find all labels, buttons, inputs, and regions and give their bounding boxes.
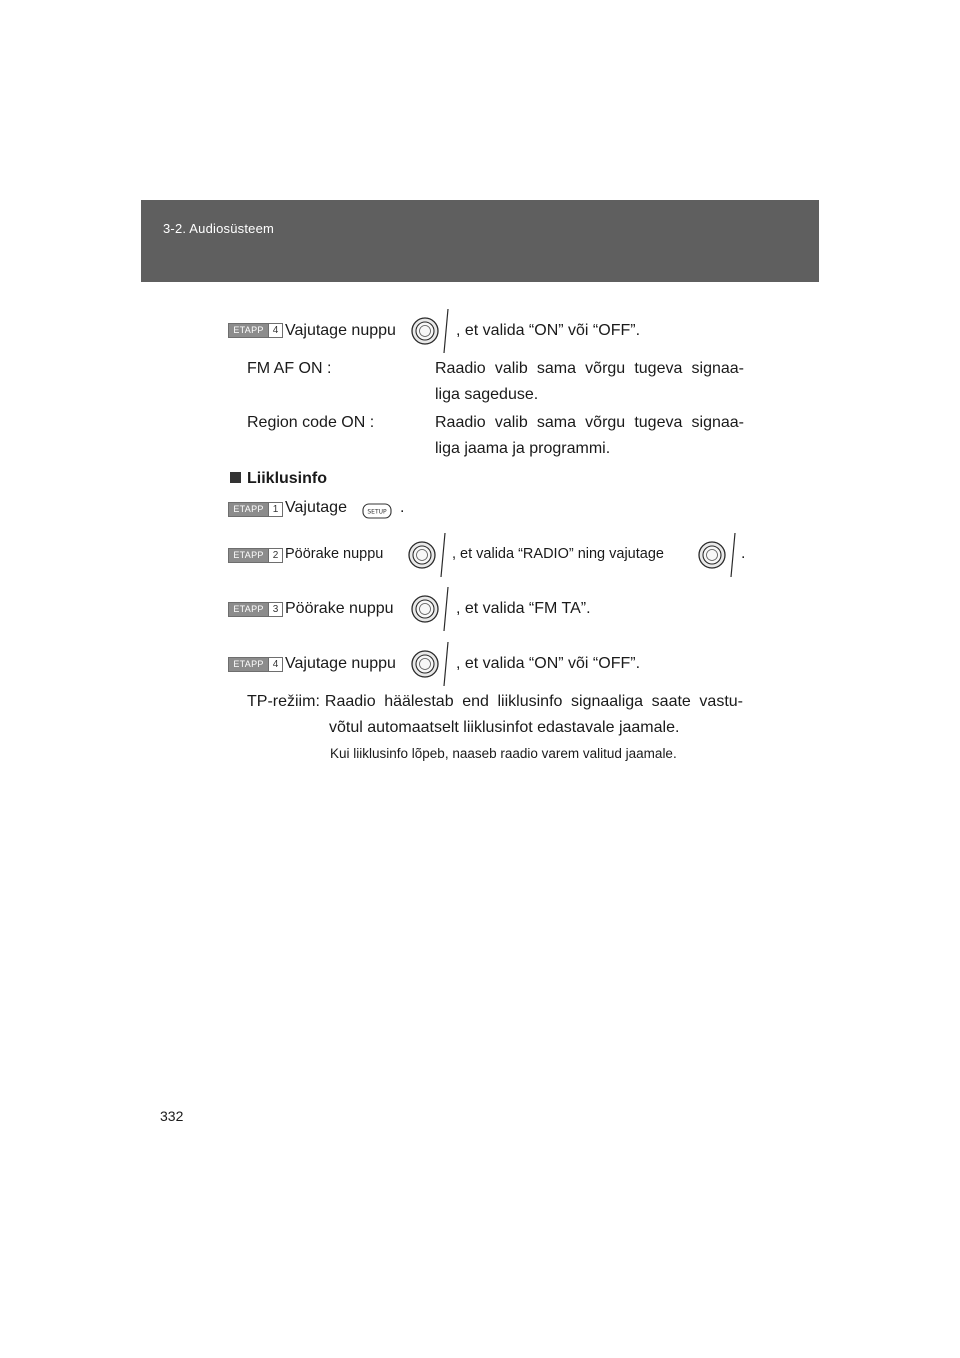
tune-knob-icon [408, 307, 452, 355]
chapter-header [141, 200, 819, 282]
step-text: , et valida “RADIO” ning vajutage [452, 546, 664, 562]
step-badge-number: 2 [268, 549, 282, 562]
definition-line: Raadio valib sama võrgu tugeva signaa- [435, 414, 744, 431]
definition-line: Raadio valib sama võrgu tugeva signaa- [435, 360, 744, 377]
setup-button-label: SETUP [367, 508, 387, 516]
step-badge-number: 3 [268, 603, 282, 616]
tune-knob-icon [405, 531, 449, 579]
step-text: Vajutage nuppu [285, 655, 396, 672]
step-text: Vajutage nuppu [285, 322, 396, 339]
step-text: Vajutage [285, 499, 347, 516]
tune-knob-icon [408, 585, 452, 633]
step-badge [228, 657, 283, 672]
note-text: Kui liiklusinfo lõpeb, naaseb raadio varem valitud jaamale. [330, 746, 677, 761]
definition-term: Region code ON : [247, 414, 375, 431]
step-text: Pöörake nuppu [285, 600, 394, 617]
step-badge-number: 4 [268, 658, 282, 671]
page-number: 332 [160, 1108, 184, 1124]
step-text: Pöörake nuppu [285, 546, 384, 562]
step-text: . [741, 545, 746, 562]
step-badge [228, 548, 283, 563]
chapter-title: 3-2. Audiosüsteem [163, 221, 275, 236]
step-badge-number: 4 [268, 324, 282, 337]
definition-description [435, 410, 744, 462]
step-badge-label: ETAPP [229, 503, 268, 516]
step-text: , et valida “FM TA”. [456, 600, 591, 617]
square-bullet-icon [230, 472, 241, 483]
step-text: , et valida “ON” või “OFF”. [456, 655, 641, 672]
section-heading [230, 470, 327, 488]
step-badge [228, 602, 283, 617]
step-badge-number: 1 [268, 503, 282, 516]
setup-button-icon [362, 503, 392, 519]
definition-line: Raadio häälestab end liiklusinfo signaaliga saate vastu- [324, 693, 743, 710]
step-badge-label: ETAPP [229, 603, 268, 616]
definition-line: liga sageduse. [435, 386, 539, 403]
definition-line: võtul automaatselt liiklusinfot edastavale jaamale. [329, 719, 680, 736]
definition-term: FM AF ON : [247, 360, 332, 377]
step-badge-label: ETAPP [229, 658, 268, 671]
step-badge [228, 502, 283, 517]
step-text: , et valida “ON” või “OFF”. [456, 322, 641, 339]
definition-term: TP-režiim: [247, 693, 320, 710]
step-badge-label: ETAPP [229, 324, 268, 337]
tune-knob-icon [408, 640, 452, 688]
step-badge-label: ETAPP [229, 549, 268, 562]
definition-line: liga jaama ja programmi. [435, 440, 611, 457]
tune-knob-icon [695, 531, 739, 579]
step-text: . [400, 499, 405, 516]
step-badge [228, 323, 283, 338]
section-title: Liiklusinfo [247, 470, 327, 487]
tp-mode-definition [247, 689, 743, 741]
definition-description [435, 356, 744, 408]
